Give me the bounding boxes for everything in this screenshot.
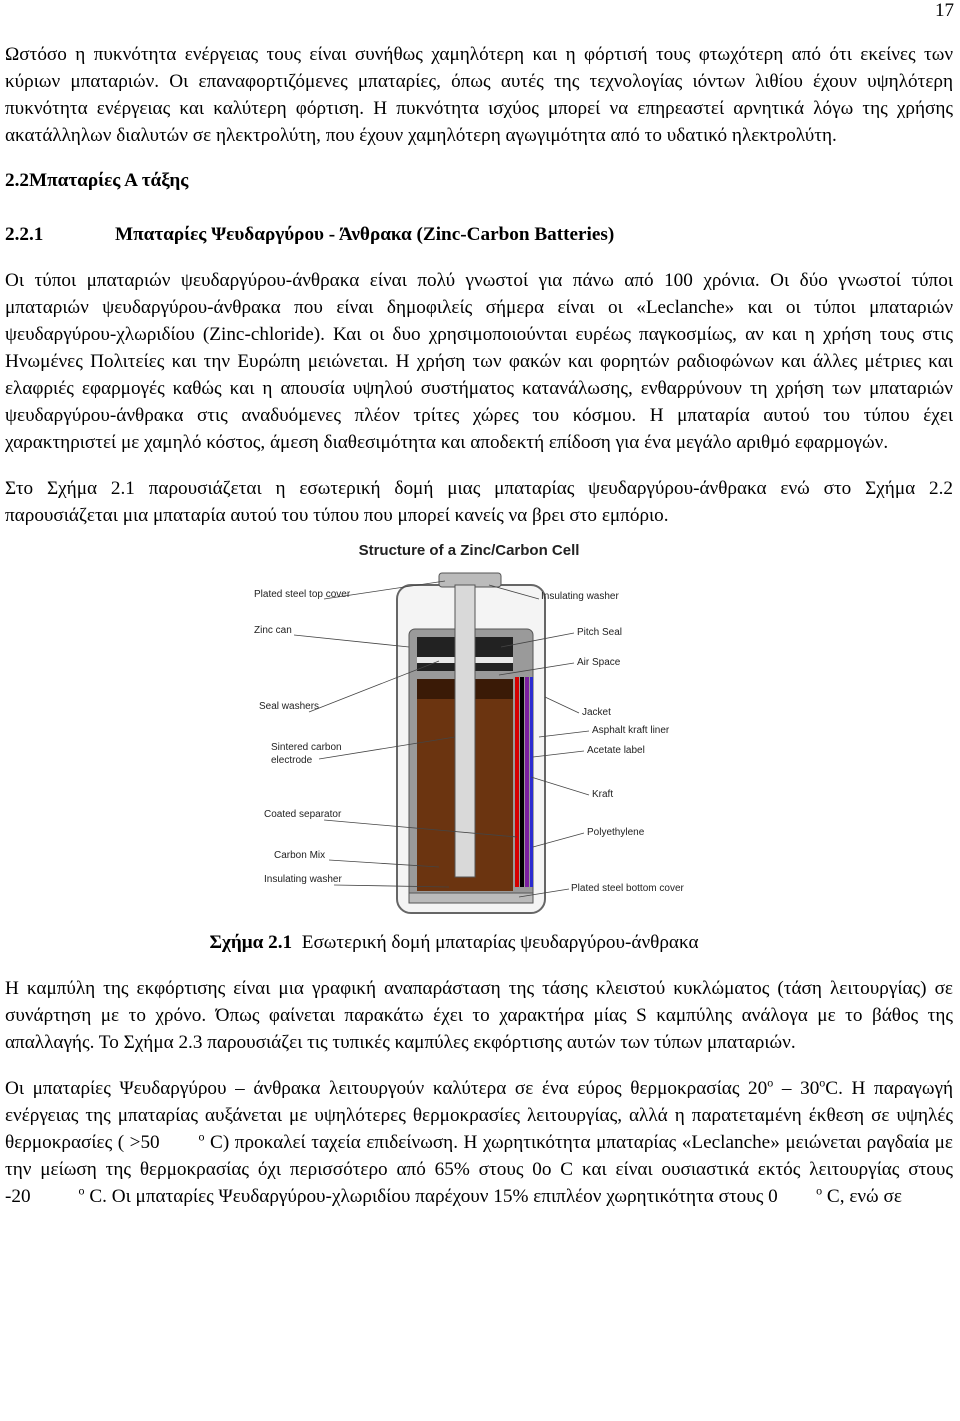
subsection-heading (5, 221, 953, 248)
zinc-carbon-cell-figure (249, 537, 689, 927)
cell-structure-diagram (249, 537, 689, 927)
label-carbon-mix: Carbon Mix (274, 850, 326, 861)
caption-text: Εσωτερική δομή μπαταρίας ψευδαργύρου-άνθρακα (301, 932, 699, 953)
label-polyethylene: Polyethylene (587, 827, 645, 838)
label-insulating-washer-right: Insulating washer (541, 591, 619, 602)
paragraph-discharge-curve: Η καμπύλη της εκφόρτισης είναι μια γραφική αναπαράσταση της τάσης κλειστού κυκλώματος (τάση λειτουργίας) σε συνάρτηση με το χρόνο. Όπως φαίνεται παρακάτω έχει το χαρακτήρα μίας S καμπύλης ανάλογα με το βάθος της απαλλαγής. Το Σχήμα 2.3 παρουσιάζει τις τυπικές καμπύλες εκφόρτισης αυτών των τύπων μπαταριών. (5, 978, 953, 1053)
section-heading: 2.2Μπαταρίες Α τάξης (5, 170, 189, 191)
label-top-cover: Plated steel top cover (254, 589, 351, 600)
paragraph-figure-ref: Στο Σχήμα 2.1 παρουσιάζεται η εσωτερική δομή μιας μπαταρίας ψευδαργύρου-άνθρακα ενώ στο Σχήμα 2.2 παρουσιάζεται μια μπαταρία αυτού του τύπου που μπορεί κανείς να βρει στο εμπόριο. (5, 478, 953, 526)
label-pitch-seal: Pitch Seal (577, 627, 623, 638)
layer-purple (525, 677, 529, 887)
page-number: 17 (935, 0, 954, 21)
label-insulating-washer-left: Insulating washer (264, 874, 342, 885)
label-kraft: Kraft (592, 789, 614, 800)
label-bottom-cover: Plated steel bottom cover (571, 883, 684, 894)
temp-text-3: C. Η παραγωγή ενέργειας της μπαταρίας αυξάνεται με υψηλότερες θερμοκρασίες λειτουργίας, αλλά η παρατεταμένη έκθεση σε υψηλές θερμοκρασίες ( >50 (5, 1078, 953, 1153)
layer-black (520, 677, 524, 887)
layer-blue (530, 677, 533, 887)
label-zinc-can: Zinc can (254, 625, 292, 636)
figure-title: Structure of a Zinc/Carbon Cell (358, 542, 580, 559)
label-coated-separator: Coated separator (264, 809, 342, 820)
paragraph-zinc-carbon: Οι τύποι μπαταριών ψευδαργύρου-άνθρακα είναι πολύ γνωστοί για πάνω από 100 χρόνια. Οι δύο γνωστοί τύποι μπαταριών ψευδαργύρου-άνθρακα που είναι δημοφιλείς σήμερα είναι οι «Leclanche» και οι τύποι μπαταριών ψευδαργύρου-χλωριδίου (Zinc-chloride). Και οι δυο χρησιμοποιούνται ευρέως παγκοσμίως, αν και η χρήση τους στις Ηνωμένες Πολιτείες και την Ευρώπη μειώνεται. Η χρήση των φακών και φορητών ραδιοφώνων και άλλες μέτριες και ελαφριές εφαρμογές καθώς και η απουσία υψηλού συστήματος κατανάλωσης, ενθαρρύνουν τη χρήση των μπαταριών ψευδαργύρου-άνθρακα στις αναδυόμενες πλέον τρίτες χώρες του κόσμου. Η μπαταρία αυτού του τύπου έχει χαρακτηριστεί με χαμηλό κόστος, άμεση διαθεσιμότητα και αποδεκτή επίδοση για ένα μεγάλο αριθμό εφαρμογών. (5, 270, 953, 453)
subsection-title: Μπαταρίες Ψευδαργύρου - Άνθρακα (Zinc-Carbon Batteries) (115, 224, 615, 245)
figure-caption (0, 929, 953, 956)
label-jacket: Jacket (582, 707, 611, 718)
temp-text-2: – 30 (773, 1078, 820, 1099)
subsection-number: 2.2.1 (5, 224, 44, 245)
temp-text-4: C) προκαλεί ταχεία επιδείνωση. Η χωρητικότητα μπαταρίας «Leclanche» μειώνεται ραγδαία με την μείωση της θερμοκρασίας όχι περισσότερο από 65% στους 0ο C και είναι ουσιαστικά εκτός λειτουργίας στους -20 (5, 1132, 953, 1207)
caption-label: Σχήμα 2.1 (209, 932, 293, 953)
label-asphalt-kraft-liner: Asphalt kraft liner (592, 725, 670, 736)
label-air-space: Air Space (577, 657, 621, 668)
paragraph-intro: Ωστόσο η πυκνότητα ενέργειας τους είναι συνήθως χαμηλότερη και η φόρτισή τους φτωχότερη από ότι εκείνες των κύριων μπαταριών. Οι επαναφορτιζόμενες μπαταρίες, όπως αυτές της τεχνολογίας ιόντων λιθίου έχουν υψηλότερη πυκνότητα ενέργειας και καλύτερη φόρτιση. Η πυκνότητα ισχύος μπορεί να επηρεαστεί αρνητικά λόγω της χρήσης ακατάλληλων διαλυτών σε ηλεκτρολύτη, που έχουν χαμηλότερη αγωγιμότητα από το υδατικό ηλεκτρολύτη. (5, 44, 953, 146)
label-electrode: electrode (271, 755, 313, 766)
layer-red (515, 677, 519, 887)
document-page (5, 41, 953, 1210)
label-seal-washers: Seal washers (259, 701, 320, 712)
temp-text-5: C. Οι μπαταρίες Ψευδαργύρου-χλωριδίου παρέχουν 15% επιπλέον χωρητικότητα στους 0 (84, 1186, 778, 1207)
paragraph-temperature: Οι μπαταρίες Ψευδαργύρου – άνθρακα λειτουργούν καλύτερα σε ένα εύρος θερμοκρασίας 20$^o$ – 30$^o$C. Η παραγωγή ενέργειας της μπαταρίας αυξάνεται με υψηλότερες θερμοκρασίες λειτουργίας, αλλά η παρατεταμένη έκθεση σε υψηλές θερμοκρασίες ( >50 $^o$ C) προκαλεί ταχεία επιδείνωση. Η χωρητικότητα μπαταρίας «Leclanche» μειώνεται ραγδαία με την μείωση της θερμοκρασίας όχι περισσότερο από 65% στους 0ο C και είναι ουσιαστικά εκτός λειτουργίας στους -20 $^o$ C. Οι μπαταρίες Ψευδαργύρου-χλωριδίου παρέχουν 15% επιπλέον χωρητικότητα στους 0 $^o$ C, ενώ σε (5, 1075, 953, 1207)
temp-text-6: C, ενώ σε (822, 1186, 902, 1207)
label-acetate-label: Acetate label (587, 745, 645, 756)
label-sintered-carbon: Sintered carbon (271, 742, 342, 753)
temp-text-1: Οι μπαταρίες Ψευδαργύρου – άνθρακα λειτουργούν καλύτερα σε ένα εύρος θερμοκρασίας 20 (5, 1078, 768, 1099)
bottom-cover (409, 893, 533, 903)
degree-mark: o (767, 1075, 774, 1090)
